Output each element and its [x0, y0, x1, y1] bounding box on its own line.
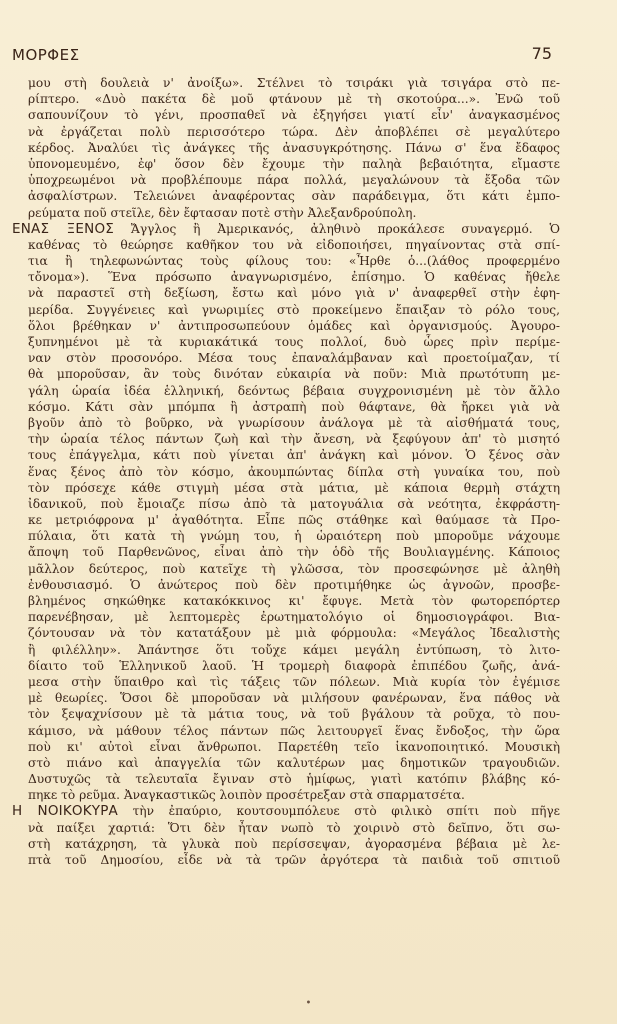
text-line: τὴν ὡραία τέλος πάντων ζωὴ καὶ τὴν ἄνεση, νὰ ξεφύγουν ἀπ' τὸ μισητό: [28, 432, 560, 447]
text-line: σαπουνίζουν τὸ γένι, προσπαθεῖ νὰ ἐξηγήσει γιατί εἶν' ἀναγκασμένος: [28, 108, 560, 123]
text-line: τὄνομα»). Ἕνα πρόσωπο ἀναγνωρισμένο, ἐπίσημο. Ὁ καθένας ἤθελε: [28, 270, 560, 285]
section-heading: Η ΝΟΙΚΟΚΥΡΑ: [12, 803, 118, 820]
text-line: ἕνας ξένος ἀπὸ τὸν κόσμο, ἀκουμπώντας δίπλα στὴ γυναίκα του, ποὺ: [28, 464, 560, 479]
text-line: ἰδανικοῦ, ποὺ ἔμοιαζε πίσω ἀπὸ τὰ ματογυάλια σὰ νεότητα, ἐκφράστη-: [28, 496, 560, 511]
text-line: στὴ κατάχρηση, τὰ γλυκὰ ποὺ περίσσεψαν, ἀγορασμένα βέβαια μὲ λε-: [28, 836, 560, 851]
text-line: γάλη ὡραία ἰδέα ἑλληνική, δεόντως βέβαια συγχρονισμένη μὲ τὸν ἄλλο: [28, 383, 560, 398]
text-line: δίαιτο τοῦ Ἑλληνικοῦ λαοῦ. Ἡ τρομερὴ διαφορὰ ἐπιπέδου ζωῆς, ἀνά-: [28, 658, 560, 673]
text-line: ὑποχρεωμένοι νὰ προβλέπουμε πάρα πολλά, μεγαλώνουν τὰ ἔξοδα τῶν: [28, 173, 560, 188]
folio-mark: •: [305, 998, 312, 1009]
text-line: βγοῦν ἀπὸ τὸ βοῦρκο, νὰ γνωρίσουν ἀνάλογα μὲ τὰ αἰσθήματά τους,: [28, 415, 560, 430]
text-line: ἢ φιλέλλην». Ἀπάντησε ὅτι τοὔχε κάμει μεγάλη ἐντύπωση, τὸ λιτο-: [28, 642, 560, 657]
text-line: τια ἢ τηλεφωνώντας τοὺς φίλους του: «Ἦρθε ὁ...(λάθος προφερμένο: [28, 254, 560, 269]
text-line: πηκε τὸ ρεῦμα. Ἀναγκαστικῶς λοιπὸν προσέτρεξαν στὰ σπαρματσέτα.: [28, 788, 465, 803]
text-line: ρεύματα ποῦ στεῖλε, δὲν ἔφτασαν ποτὲ στὴν Ἀλεξανδρούπολη.: [28, 205, 417, 220]
text-line: [12, 803, 560, 819]
page-header: [12, 46, 552, 68]
text-line: ποὺ κι' αὐτοὶ εἶναι ἄνθρωποι. Παρετέθη τεῖο ἱκανοποιητικό. Μουσικὴ: [28, 739, 560, 754]
text-line: ζόντουσαν νὰ τὸν κατατάξουν μὲ μιὰ φόρμουλα: «Μεγάλος Ἰδεαλιστὴς: [28, 626, 560, 641]
section-heading: ΕΝΑΣ ΞΕΝΟΣ: [12, 220, 115, 237]
text-line: Δυστυχῶς τὰ τελευταῖα ἔγιναν στὸ ἡμίφως, γιατὶ κατόπιν βλάβης κό-: [28, 772, 560, 787]
page-number: 75: [531, 44, 552, 63]
text-line: ξυπνημένοι μὲ τὰ κυριακάτικά τους πολλοί, δυὸ ὧρες πρὶν περίμε-: [28, 335, 560, 349]
text-line: κέρδος. Ἀναλύει τὶς ἀνάγκες τῆς ἀνασυγκρότησης. Πάνω σ' ἕνα ἔδαφος: [28, 140, 560, 155]
text-line: [12, 221, 560, 237]
text-line: τὸν πρόσεχε κάθε στιγμὴ μέσα στὰ μάτια, μὲ κάποια θερμὴ στάχτη: [28, 480, 560, 495]
text-line: μερίδα. Συγγένειες καὶ γνωριμίες στὸ προκείμενο ἔπαιξαν τὸ ρόλο τους,: [28, 302, 560, 317]
text-line: πύλαια, ὅτι κατὰ τὴ γνώμη του, ἡ ὡραιότερη ποὺ μποροῦμε νάχουμε: [28, 529, 560, 544]
text-line: τους ἐπάγγελμα, κάτι ποὺ γίνεται ἀπ' ἀνάγκη καὶ μόνον. Ὁ ξένος σὰν: [28, 448, 560, 463]
line-text: Ἄγγλος ἢ Ἀμερικανός, ἀληθινὸ προκάλεσε συναγερμό. Ὁ: [114, 221, 560, 236]
text-line: θὰ μποροῦσαν, ἂν τοὺς δινόταν εὐκαιρία νὰ ποῦν: Μιὰ πρωτότυπη με-: [28, 367, 560, 382]
text-line: μὲ θεωρίες. Ὅσοι δὲ μποροῦσαν νὰ μιλήσουν φανέρωναν, ἕνα πάθος νὰ: [28, 691, 560, 706]
text-line: βλημένος σηκώθηκε κατακόκκινος κι' ἔφυγε. Μετὰ τὸν φωτορεπόρτερ: [28, 594, 560, 608]
text-line: νὰ παραστεῖ στὴ δεξίωση, ἔστω καὶ μόνο γιὰ ν' ἀναφερθεῖ στὴν ἐφη-: [28, 286, 560, 301]
text-line: καθένας τὸ θεώρησε καθῆκον του νὰ εἰδοποιήσει, πηγαίνοντας στὰ σπί-: [28, 237, 560, 252]
text-line: πτὰ τοῦ Δημοσίου, εἶδε νὰ τὰ τρῶν ἀργότερα τὰ παιδιὰ τοῦ σπιτιοῦ: [28, 853, 560, 867]
text-line: ρίπτερο. «Δυὸ πακέτα δὲ μοῦ φτάνουν μὲ τὴ σκοτούρα...». Ἐνῶ τοῦ: [28, 92, 560, 107]
text-line: μου στὴ δουλειὰ ν' ἀνοίξω». Στέλνει τὸ τσιράκι γιὰ τσιγάρα στὸ πε-: [28, 76, 560, 90]
text-line: νὰ παίξει χαρτιά: Ὅτι δὲν ἦταν νωπὸ τὸ χοιρινὸ στὸ δεῖπνο, ὅτι σω-: [28, 820, 560, 835]
text-line: ναν στὸν προσονόρο. Μέσα τους ἐπαναλάμβαναν καὶ προετοίμαζαν, τί: [28, 351, 560, 366]
body-text: [12, 75, 560, 868]
text-line: ὅλοι βρέθηκαν ν' ἀντιπροσωπεύουν ὁμάδες καὶ ὀργανισμούς. Ἀγουρο-: [28, 318, 560, 333]
text-line: παρενέβησαν, μὲ λεπτομερὲς ἐρωτηματολόγιο οἱ δημοσιογράφοι. Βια-: [28, 610, 560, 625]
text-line: τὸν ξεψαχνίσουν μὲ τὰ μάτια τους, νὰ τοῦ βγάλουν τὰ ροῦχα, τὸ που-: [28, 707, 560, 722]
text-line: ἀσφαλίστρων. Τελειώνει ἀναφέροντας σὰν παράδειγμα, ὅτι κάτι ἐμπο-: [28, 189, 560, 204]
text-line: ὑπονομευμένο, ἐφ' ὅσον δὲν ἔχουμε τὴν παληὰ βεβαιότητα, εἴμαστε: [28, 156, 560, 171]
text-line: μεσα στὴν ὕπαιθρο καὶ τὶς τάξεις τῶν πόλεων. Μιὰ κυρία τὸν ἐγέμισε: [28, 674, 560, 689]
text-line: στὸ πιάνο καὶ ἀπαγγελία τῶν καλυτέρων μας δημοτικῶν τραγουδιῶν.: [28, 755, 560, 770]
running-title: ΜΟΡΦΕΣ: [12, 46, 80, 64]
text-line: κάμισο, νὰ μάθουν τέλος πάντων πῶς λειτουργεῖ ἕνας ἔνδοξος, τὴν ὥρα: [28, 723, 560, 738]
text-line: κε μετριόφρονα μ' ἀγαθότητα. Εἶπε πῶς στάθηκε καὶ θαύμασε τὰ Προ-: [28, 513, 560, 528]
text-line: νὰ ἐργάζεται πολὺ περισσότερο τώρα. Δὲν ἀποβλέπει σὲ μεγαλύτερο: [28, 124, 560, 139]
text-line: ἄποψη τοῦ Παρθενῶνος, εἶναι ἀπὸ τὴν ὁδὸ τῆς Βουλιαγμένης. Κάποιος: [28, 545, 560, 560]
line-text: τὴν ἐπαύριο, κουτσουμπόλευε στὸ φιλικὸ σπίτι ποὺ πῆγε: [118, 804, 560, 819]
text-line: ἐνθουσιασμό. Ὁ ἀνώτερος ποὺ δὲν προτιμήθηκε ὡς ἀγνοῶν, προσβε-: [28, 577, 560, 592]
text-line: κόσμο. Κάτι σὰν μπόμπα ἢ ἀστραπὴ ποὺ θάφτανε, θὰ ἤρκει γιὰ νὰ: [28, 399, 560, 414]
text-line: μᾶλλον δεύτερος, ποὺ κατεῖχε τὴ γλῶσσα, τὸν προσεφώνησε μὲ ἀληθὴ: [28, 561, 560, 576]
